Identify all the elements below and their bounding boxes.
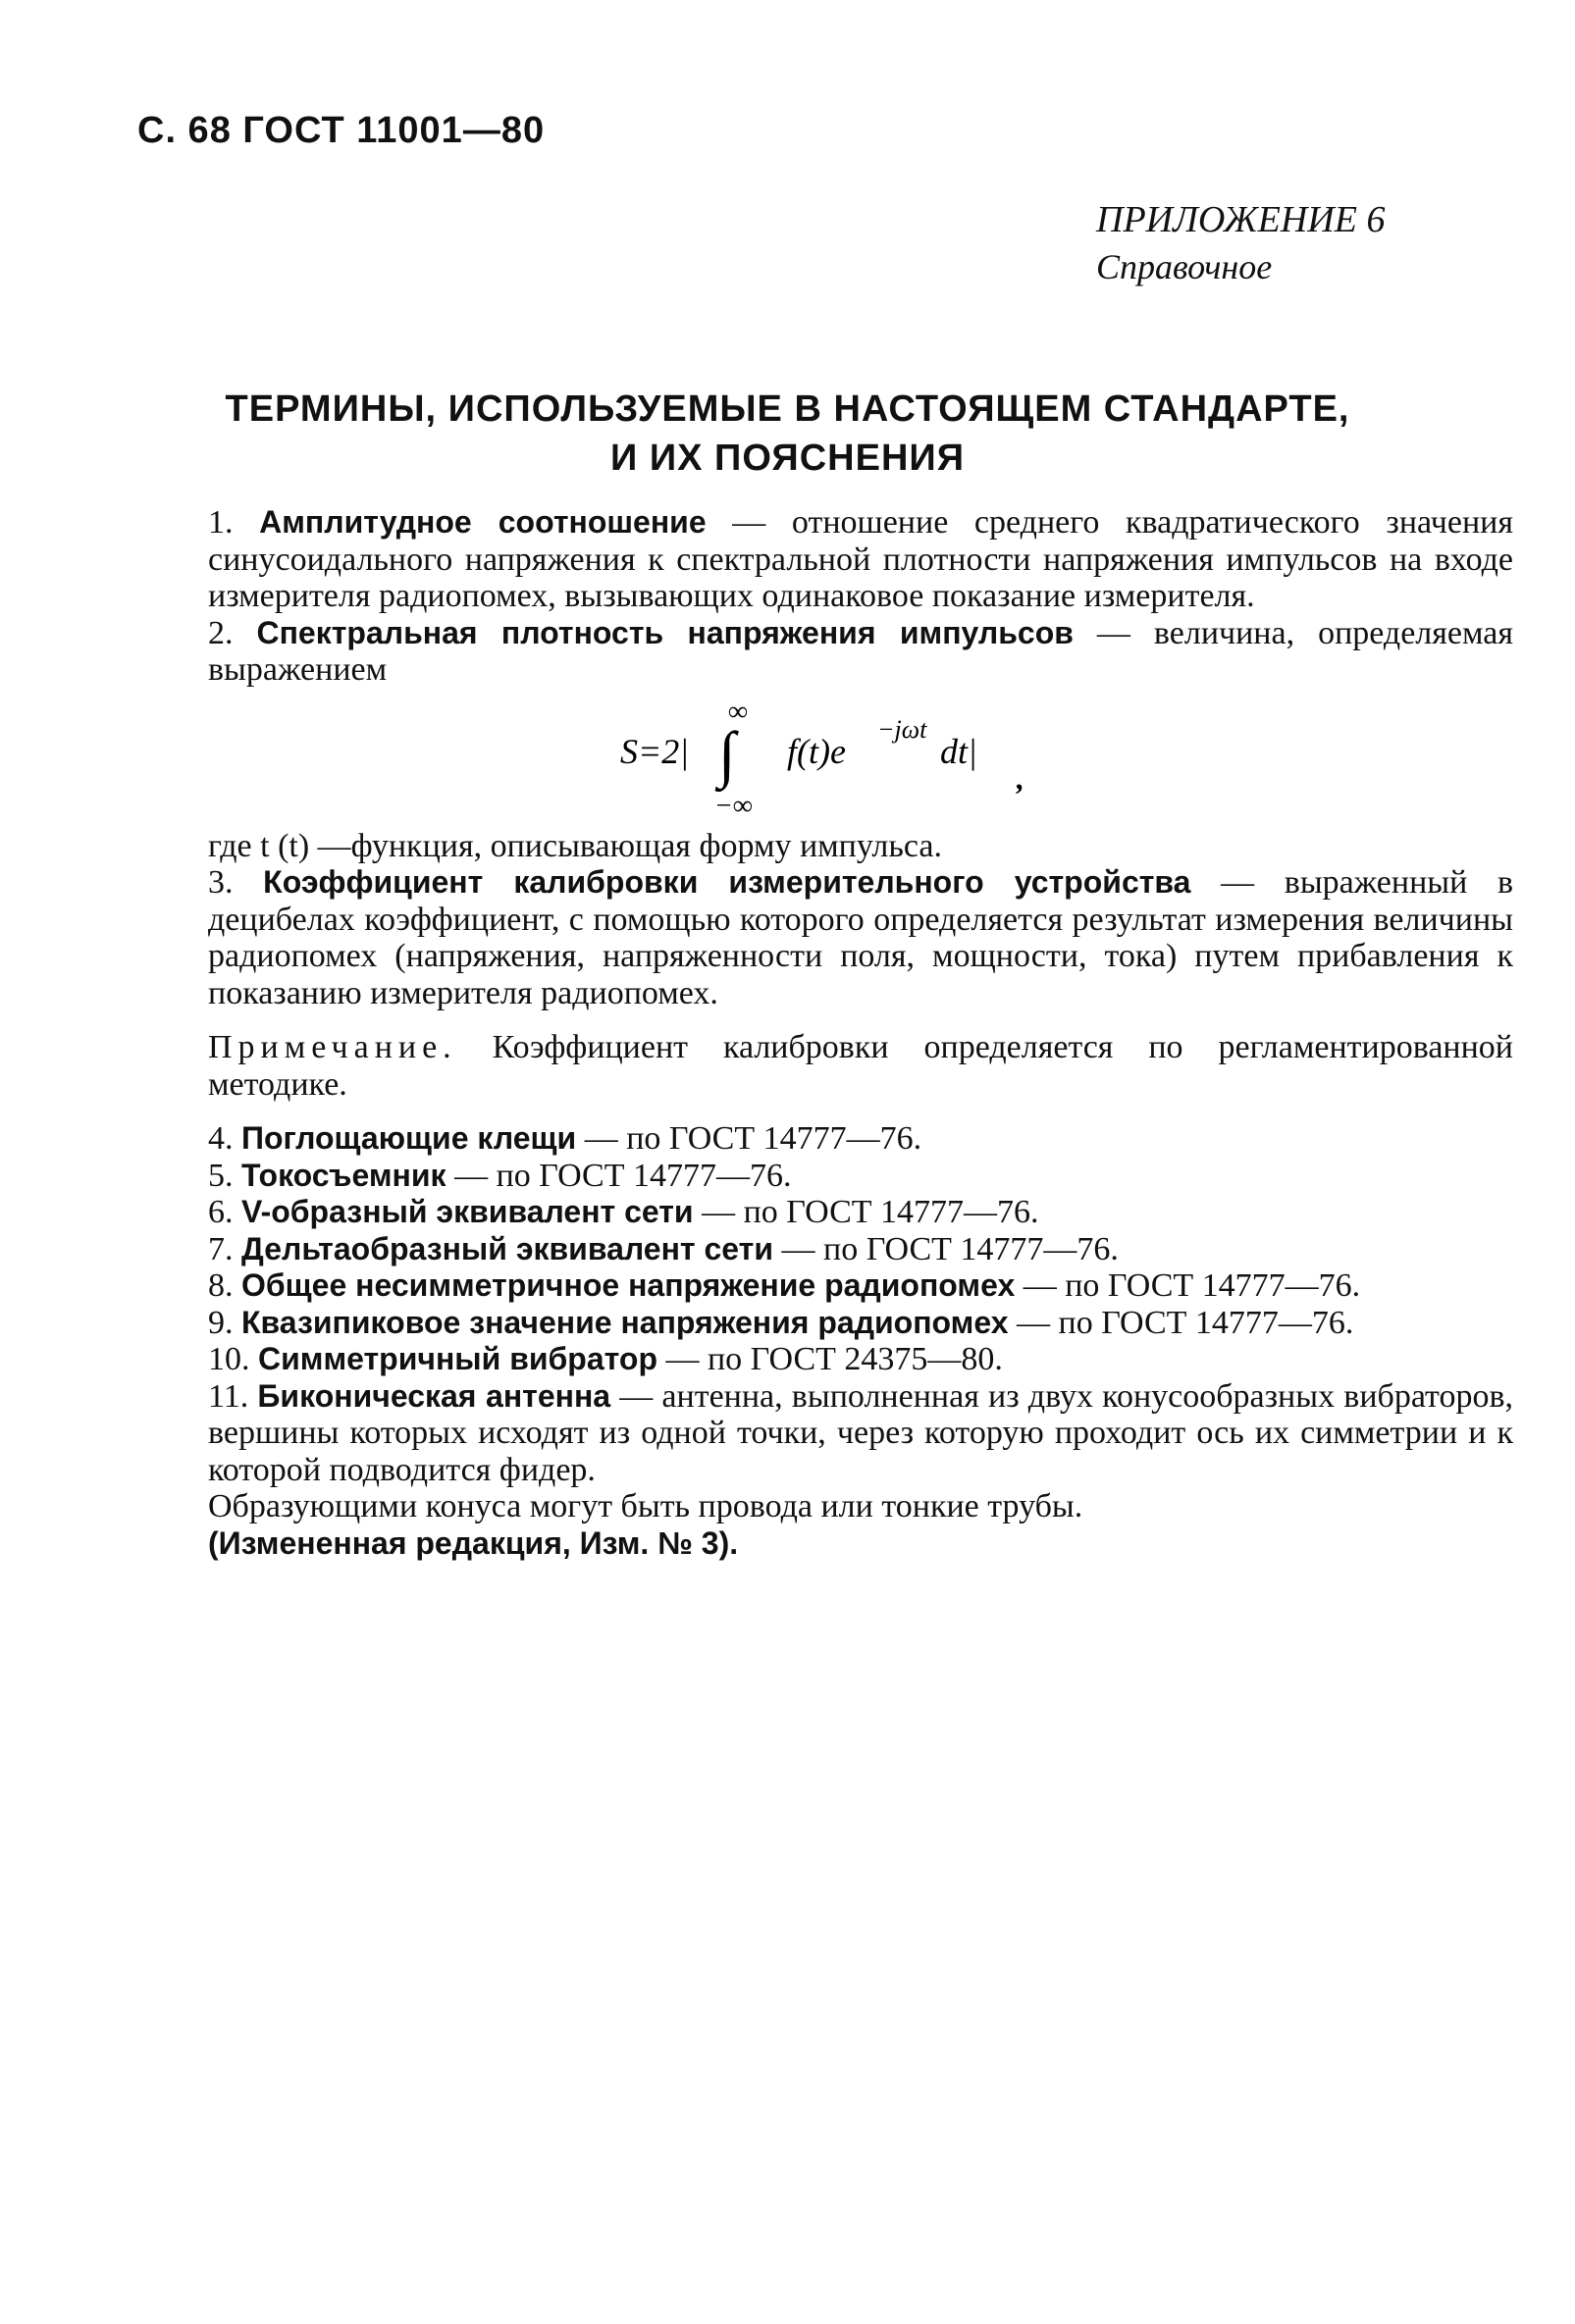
term-item-6 — [208, 1194, 1513, 1231]
note-label: Примечание. — [208, 1029, 457, 1065]
section-title — [0, 385, 1575, 483]
term-name: Поглощающие клещи — [241, 1120, 577, 1156]
spacer — [208, 1011, 1513, 1029]
spectral-density-formula — [208, 695, 1513, 820]
term-name: Квазипиковое значение напряжения радиопомех — [241, 1304, 1009, 1340]
term-name: Коэффициент калибровки измерительного устройства — [263, 864, 1191, 900]
term-definition: — по ГОСТ 14777—76. — [773, 1230, 1119, 1267]
item-number: 8. — [208, 1267, 234, 1304]
term-name: Биконическая антенна — [257, 1377, 611, 1414]
term-name: Амплитудное соотношение — [259, 504, 707, 540]
term-item-1 — [208, 504, 1513, 615]
term-definition: — по ГОСТ 14777—76. — [576, 1120, 922, 1157]
term-definition: — выраженный в децибелах коэффициент, с помощью которого определяется результат измерения величины радиопомех (напряжения, напряженности поля, мощности, тока) путем прибавления к показанию измерителя радиопомех. — [208, 864, 1514, 1011]
term-item-9 — [208, 1305, 1513, 1342]
term-item-10 — [208, 1341, 1513, 1378]
term-definition: — отношение среднего квадратического значения синусоидального напряжения к спектральной плотности напряжения импульсов на входе измерителя радиопомех, вызывающих одинаковое показание измерителя. — [208, 504, 1513, 614]
item-number: 7. — [208, 1230, 234, 1267]
item-number: 11. — [208, 1377, 249, 1415]
item-number: 1. — [208, 504, 234, 541]
item-number: 5. — [208, 1157, 234, 1194]
term-definition: — по ГОСТ 14777—76. — [446, 1157, 792, 1194]
revision-note: (Измененная редакция, Изм. № 3). — [208, 1524, 739, 1561]
term-name: Дельтаобразный эквивалент сети — [241, 1230, 773, 1266]
term-item-7 — [208, 1231, 1513, 1268]
item-number: 3. — [208, 864, 234, 901]
term-item-2 — [208, 615, 1513, 689]
term-definition: — по ГОСТ 14777—76. — [1015, 1267, 1361, 1304]
appendix-label: ПРИЛОЖЕНИЕ 6 — [1096, 199, 1386, 240]
section-title-line-1: ТЕРМИНЫ, ИСПОЛЬЗУЕМЫЕ В НАСТОЯЩЕМ СТАНДАРТЕ, — [225, 388, 1350, 430]
formula-upper-limit: ∞ — [728, 696, 748, 727]
integral-sign: ∫ — [718, 718, 736, 789]
item-number: 10. — [208, 1341, 250, 1377]
term-name: Общее несимметричное напряжение радиопомех — [241, 1267, 1016, 1303]
term-item-11-extra: Образующими конуса могут быть провода или тонкие трубы. — [208, 1488, 1083, 1524]
formula-lhs: S=2| — [620, 731, 690, 771]
formula-lower-limit: −∞ — [714, 790, 753, 820]
term-definition: — по ГОСТ 14777—76. — [1008, 1304, 1354, 1341]
term-name: Спектральная плотность напряжения импульсов — [256, 614, 1074, 650]
note-paragraph — [208, 1029, 1513, 1103]
document-body — [208, 504, 1513, 1562]
item-number: 2. — [208, 614, 234, 651]
term-definition: — величина, определяемая выражением — [208, 614, 1514, 688]
formula-comma: , — [1017, 759, 1024, 796]
page-header: С. 68 ГОСТ 11001—80 — [137, 110, 546, 151]
spacer — [208, 1103, 1513, 1120]
appendix-type: Справочное — [1096, 247, 1273, 286]
term-item-11 — [208, 1378, 1513, 1489]
formula-graphic — [620, 695, 1032, 820]
formula-explanation: где t (t) —функция, описывающая форму импульса. — [208, 827, 942, 864]
note-text: Коэффициент калибровки определяется по регламентированной методике. — [208, 1029, 1513, 1103]
term-definition: — по ГОСТ 24375—80. — [656, 1341, 1003, 1377]
term-definition: — по ГОСТ 14777—76. — [693, 1194, 1039, 1230]
term-definition: — антенна, выполненная из двух конусообразных вибраторов, вершины которых исходят из одной точки, через которую проходит ось их симметрии и к которой подводится фидер. — [208, 1377, 1513, 1488]
formula-exponent: −jωt — [877, 714, 927, 744]
item-number: 6. — [208, 1194, 234, 1230]
item-number: 9. — [208, 1304, 234, 1341]
term-name: V-образный эквивалент сети — [241, 1194, 694, 1229]
term-item-3 — [208, 864, 1513, 1011]
term-item-5 — [208, 1158, 1513, 1195]
formula-integrand: f(t)e — [787, 731, 846, 771]
section-title-line-2: И ИХ ПОЯСНЕНИЯ — [609, 438, 966, 479]
term-item-8 — [208, 1267, 1513, 1305]
item-number: 4. — [208, 1120, 234, 1157]
term-name: Симметричный вибратор — [258, 1341, 657, 1376]
appendix-block — [1096, 196, 1430, 290]
formula-differential: dt| — [940, 731, 977, 771]
term-name: Токосъемник — [241, 1157, 446, 1193]
term-item-4 — [208, 1120, 1513, 1158]
